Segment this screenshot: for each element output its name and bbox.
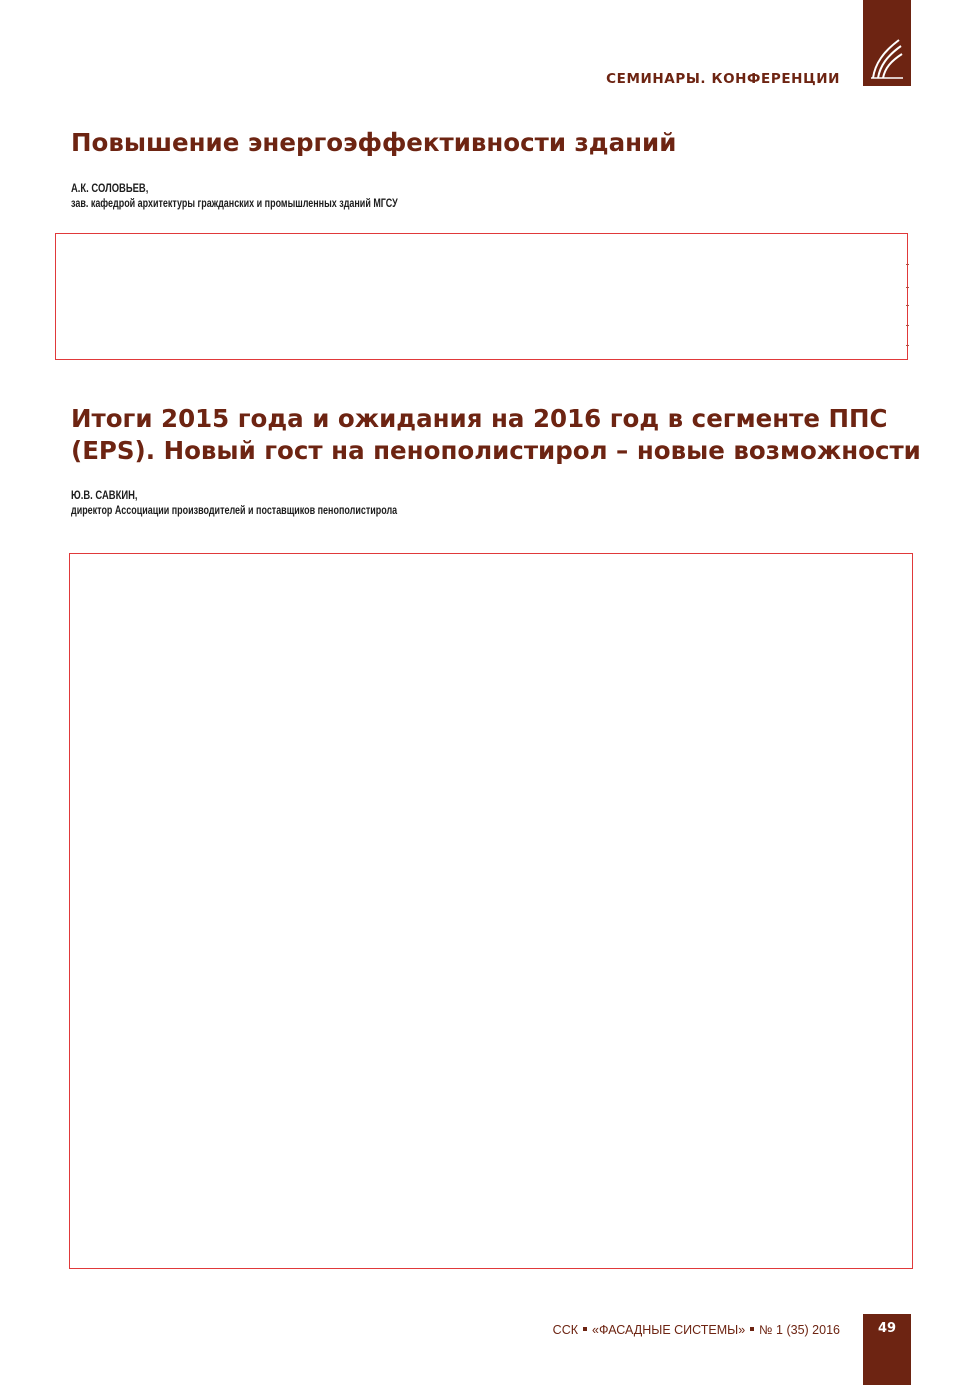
footer-part-3: № 1 (35) 2016: [759, 1323, 840, 1337]
article-title-2: Итоги 2015 года и ожидания на 2016 год в сегменте ППС (EPS). Новый гост на пенополистирол – новые возможности: [71, 404, 921, 465]
page-number-tab: [863, 1314, 911, 1385]
frame-tick: [906, 287, 909, 288]
author-name-2: Ю.В. САВКИН,: [71, 490, 138, 502]
author-block-2: [71, 489, 489, 519]
footer-part-1: ССК: [552, 1323, 579, 1337]
author-role-2: директор Ассоциации производителей и поставщиков пенополистирола: [71, 505, 398, 517]
frame-tick: [906, 325, 909, 326]
frame-tick: [906, 305, 909, 306]
square-bullet-icon: [750, 1327, 754, 1331]
footer-publication: [553, 1323, 840, 1337]
square-bullet-icon: [583, 1327, 587, 1331]
author-name-1: А.К. СОЛОВЬЕВ,: [71, 183, 149, 195]
article-title-1: Повышение энергоэффективности зданий: [71, 128, 677, 157]
author-block-1: [71, 182, 490, 212]
footer-part-2: «ФАСАДНЫЕ СИСТЕМЫ»: [592, 1323, 746, 1337]
section-label: СЕМИНАРЫ. КОНФЕРЕНЦИИ: [606, 71, 840, 87]
frame-tick: [906, 345, 909, 346]
frame-tick: [906, 264, 909, 265]
stylized-feather-logo-icon: [869, 34, 905, 80]
content-frame-1: [55, 233, 908, 360]
corner-tab: [863, 0, 911, 86]
author-role-1: зав. кафедрой архитектуры гражданских и промышленных зданий МГСУ: [71, 198, 398, 210]
page-number: 49: [877, 1321, 897, 1336]
content-frame-2: [69, 553, 913, 1269]
